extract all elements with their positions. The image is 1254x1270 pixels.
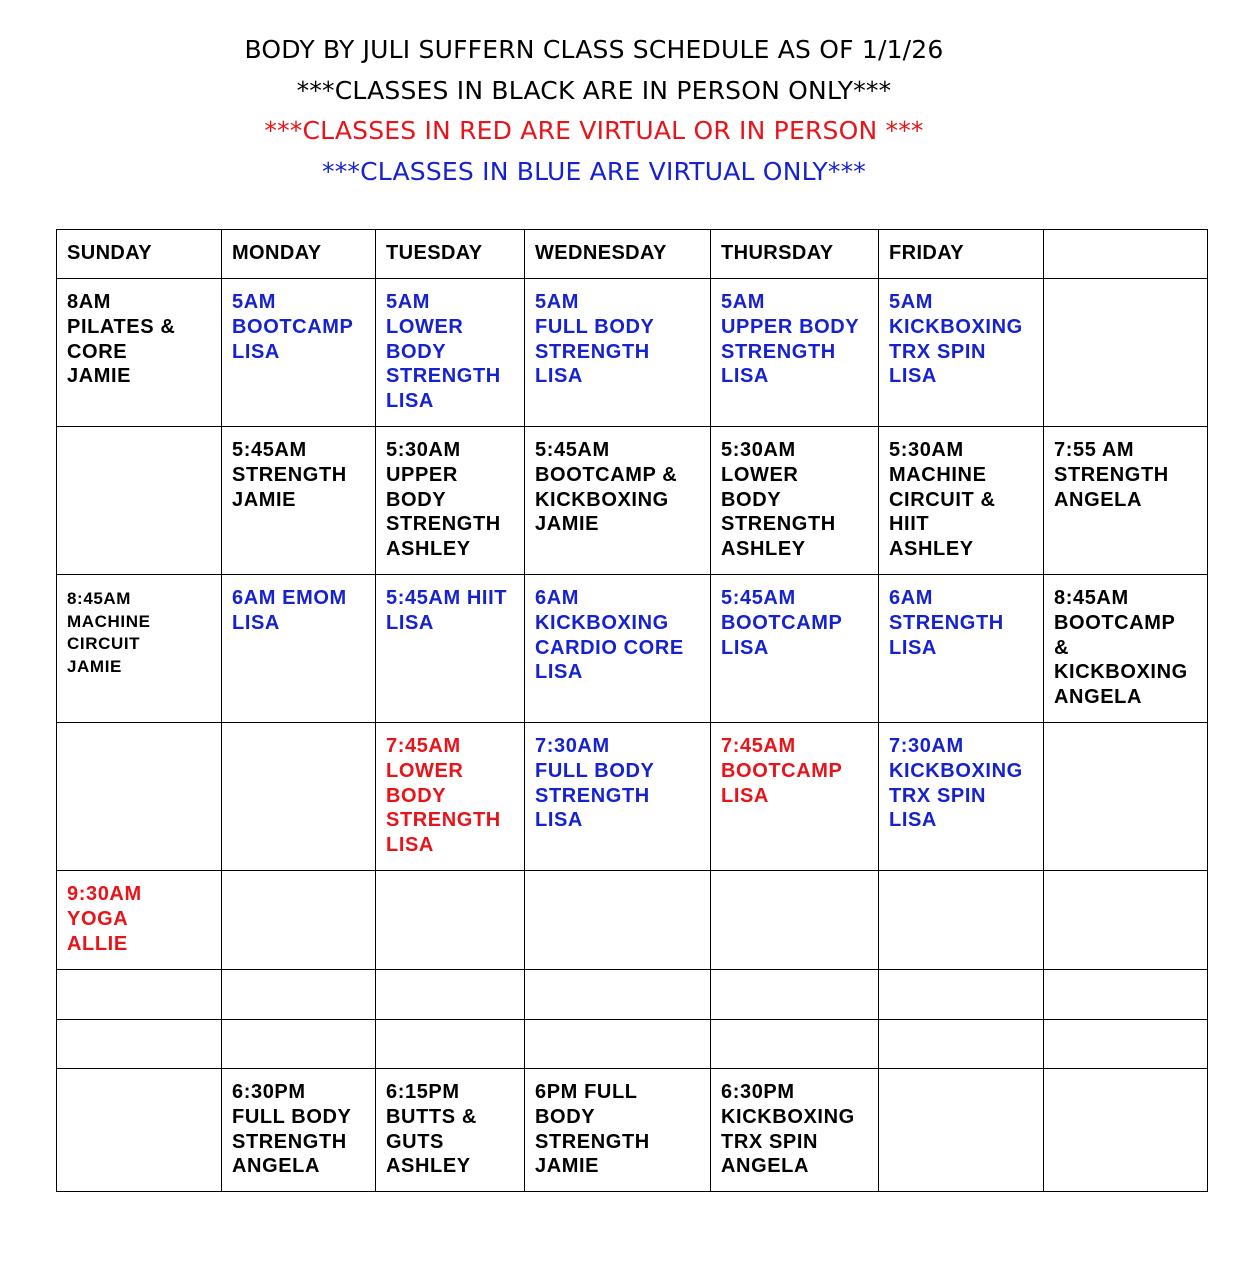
class-entry-line: 7:45AM <box>386 735 461 757</box>
class-entry-line: JAMIE <box>67 656 122 676</box>
class-cell-monday <box>222 279 376 427</box>
class-cell-tuesday <box>376 279 525 427</box>
class-cell-wednesday <box>525 871 711 970</box>
class-entry-line: LISA <box>535 365 583 388</box>
class-entry-line: MACHINE <box>67 611 151 631</box>
class-cell-thursday <box>711 427 879 575</box>
class-entry-line: ANGELA <box>1054 488 1143 511</box>
class-entry <box>879 1069 1043 1080</box>
day-header-thursday <box>711 230 879 279</box>
class-entry-line: LOWER <box>386 759 464 782</box>
day-header-label: WEDNESDAY <box>535 242 667 264</box>
class-entry-line: KICKBOXING <box>889 315 1023 338</box>
class-cell-tuesday <box>376 575 525 723</box>
class-entry <box>57 871 221 956</box>
legend-virtual-only: ***CLASSES IN BLUE ARE VIRTUAL ONLY*** <box>322 156 866 186</box>
class-cell-tuesday <box>376 723 525 871</box>
class-entry <box>376 427 524 562</box>
class-entry-line: 5:30AM <box>889 439 964 461</box>
class-entry-line: BODY <box>721 488 782 511</box>
class-cell-sunday <box>57 1069 222 1192</box>
class-entry <box>711 871 878 882</box>
class-cell-monday <box>222 871 376 970</box>
class-entry-line: BODY <box>535 1105 596 1128</box>
class-entry-line: 5:45AM <box>232 439 307 461</box>
class-cell-monday <box>222 1069 376 1192</box>
class-entry <box>879 427 1043 562</box>
schedule-row <box>57 970 1208 1020</box>
class-cell-extra <box>1044 970 1208 1020</box>
class-entry <box>222 723 375 734</box>
class-entry-line: GUTS <box>386 1130 444 1153</box>
class-cell-extra <box>1044 1020 1208 1069</box>
class-entry <box>376 279 524 414</box>
class-cell-monday <box>222 723 376 871</box>
class-cell-tuesday <box>376 871 525 970</box>
class-cell-thursday <box>711 871 879 970</box>
class-entry <box>711 1069 878 1179</box>
class-entry-line: 5AM <box>889 291 934 313</box>
class-entry-line: CORE <box>67 340 128 363</box>
class-entry-line: LISA <box>721 784 769 807</box>
class-entry-line: 5AM <box>535 291 580 313</box>
class-entry-line: 5:45AM HIIT <box>386 587 508 609</box>
class-entry-line: LISA <box>386 834 434 857</box>
day-header-sunday <box>57 230 222 279</box>
class-entry <box>711 970 878 981</box>
class-entry-line: BUTTS & <box>386 1105 477 1128</box>
class-entry-line: HIIT <box>889 513 930 536</box>
class-cell-friday <box>879 871 1044 970</box>
class-entry <box>57 427 221 438</box>
class-entry <box>376 575 524 636</box>
class-cell-sunday <box>57 575 222 723</box>
class-cell-monday <box>222 575 376 723</box>
class-cell-sunday <box>57 1020 222 1069</box>
class-entry-line: LISA <box>889 809 937 832</box>
class-entry-line: BOOTCAMP <box>721 759 843 782</box>
class-cell-sunday <box>57 427 222 575</box>
day-header-monday <box>222 230 376 279</box>
class-entry <box>222 279 375 364</box>
class-entry <box>57 1069 221 1080</box>
class-cell-extra <box>1044 427 1208 575</box>
class-entry-line: KICKBOXING <box>889 759 1023 782</box>
class-entry <box>222 871 375 882</box>
class-entry-line: LISA <box>721 365 769 388</box>
class-cell-wednesday <box>525 427 711 575</box>
class-cell-extra <box>1044 871 1208 970</box>
class-entry-line: CIRCUIT <box>67 634 141 653</box>
class-entry-line: LISA <box>232 611 280 634</box>
class-entry <box>57 1020 221 1031</box>
class-entry-line: CARDIO CORE <box>535 636 684 659</box>
schedule-header <box>0 30 1188 192</box>
class-entry-line: STRENGTH <box>721 340 836 363</box>
class-entry <box>376 1020 524 1031</box>
class-cell-sunday <box>57 970 222 1020</box>
class-entry-line: KICKBOXING <box>1054 661 1188 684</box>
class-entry-line: 5:45AM <box>721 587 796 609</box>
class-entry-line: 6:30PM <box>721 1081 795 1103</box>
class-entry <box>222 1020 375 1031</box>
class-entry <box>525 1020 710 1031</box>
class-cell-thursday <box>711 1020 879 1069</box>
class-entry-line: 5AM <box>386 291 431 313</box>
class-entry <box>879 871 1043 882</box>
class-entry <box>1044 279 1207 290</box>
class-entry-line: ASHLEY <box>386 1155 471 1178</box>
class-entry-line: 5AM <box>721 291 766 313</box>
class-entry-line: STRENGTH <box>232 463 347 486</box>
class-entry <box>711 279 878 389</box>
schedule-row <box>57 871 1208 970</box>
schedule-row <box>57 427 1208 575</box>
day-header-label: SUNDAY <box>67 242 153 264</box>
schedule-body <box>57 230 1208 1192</box>
class-cell-monday <box>222 1020 376 1069</box>
class-entry-line: PILATES & <box>67 315 176 338</box>
class-entry-line: ASHLEY <box>721 538 806 561</box>
day-header-label <box>1044 230 1207 242</box>
class-entry-line: TRX SPIN <box>889 784 987 807</box>
class-entry-line: 7:30AM <box>889 735 964 757</box>
class-entry-line: STRENGTH <box>232 1130 347 1153</box>
class-entry-line: LISA <box>889 365 937 388</box>
class-entry <box>1044 575 1207 710</box>
page-title: BODY BY JULI SUFFERN CLASS SCHEDULE AS OF 1/1/26 <box>244 35 944 64</box>
class-entry <box>879 970 1043 981</box>
class-entry-line: STRENGTH <box>386 809 501 832</box>
class-cell-sunday <box>57 723 222 871</box>
class-entry-line: JAMIE <box>535 1155 600 1178</box>
class-entry-line: STRENGTH <box>721 513 836 536</box>
class-entry-line: 8:45AM <box>1054 587 1129 609</box>
class-entry <box>525 871 710 882</box>
class-cell-friday <box>879 723 1044 871</box>
schedule-row <box>57 1020 1208 1069</box>
class-entry-line: BODY <box>386 340 447 363</box>
class-entry <box>57 575 221 678</box>
schedule-row <box>57 1069 1208 1192</box>
class-entry-line: KICKBOXING <box>535 611 669 634</box>
class-cell-tuesday <box>376 970 525 1020</box>
class-entry-line: BODY <box>386 784 447 807</box>
class-entry <box>57 279 221 389</box>
legend-virtual-or-in-person: ***CLASSES IN RED ARE VIRTUAL OR IN PERSON *** <box>264 116 924 145</box>
class-entry <box>525 970 710 981</box>
class-cell-monday <box>222 970 376 1020</box>
class-entry <box>1044 723 1207 734</box>
class-cell-wednesday <box>525 1020 711 1069</box>
class-entry <box>1044 1069 1207 1080</box>
class-entry <box>711 575 878 660</box>
class-cell-wednesday <box>525 1069 711 1192</box>
class-entry-line: 5AM <box>232 291 277 313</box>
class-entry <box>1044 970 1207 981</box>
class-cell-wednesday <box>525 723 711 871</box>
class-entry <box>1044 1020 1207 1031</box>
class-entry-line: STRENGTH <box>386 513 501 536</box>
class-entry-line: STRENGTH <box>1054 463 1169 486</box>
class-entry <box>222 970 375 981</box>
class-entry-line: STRENGTH <box>535 340 650 363</box>
legend-in-person: ***CLASSES IN BLACK ARE IN PERSON ONLY*** <box>296 75 892 105</box>
class-entry-line: FULL BODY <box>232 1105 352 1128</box>
class-entry-line: STRENGTH <box>535 1130 650 1153</box>
class-cell-thursday <box>711 575 879 723</box>
class-entry-line: UPPER <box>386 463 458 486</box>
day-header-label: MONDAY <box>232 242 322 264</box>
class-cell-friday <box>879 575 1044 723</box>
class-entry-line: ASHLEY <box>889 538 974 561</box>
class-entry-line: FULL BODY <box>535 315 655 338</box>
class-entry <box>1044 427 1207 512</box>
class-entry-line: UPPER BODY <box>721 315 860 338</box>
class-cell-wednesday <box>525 279 711 427</box>
class-entry <box>222 427 375 512</box>
class-entry <box>879 279 1043 389</box>
class-cell-extra <box>1044 723 1208 871</box>
class-entry <box>879 723 1043 833</box>
class-entry <box>879 575 1043 660</box>
class-cell-tuesday <box>376 1020 525 1069</box>
class-entry-line: 6:30PM <box>232 1081 306 1103</box>
class-entry-line: 5:30AM <box>386 439 461 461</box>
class-entry-line: YOGA <box>67 907 129 930</box>
class-entry-line: ANGELA <box>721 1155 810 1178</box>
class-entry-line: BODY <box>386 488 447 511</box>
class-entry-line: ALLIE <box>67 932 128 955</box>
class-entry-line: TRX SPIN <box>889 340 987 363</box>
class-cell-friday <box>879 427 1044 575</box>
class-entry-line: 8AM <box>67 291 112 313</box>
class-cell-extra <box>1044 279 1208 427</box>
class-entry-line: LISA <box>535 661 583 684</box>
class-entry <box>376 871 524 882</box>
class-entry <box>525 575 710 685</box>
class-entry-line: KICKBOXING <box>721 1105 855 1128</box>
class-entry <box>525 427 710 537</box>
day-header-wednesday <box>525 230 711 279</box>
class-cell-monday <box>222 427 376 575</box>
class-entry-line: STRENGTH <box>889 611 1004 634</box>
class-entry <box>57 970 221 981</box>
class-entry <box>1044 871 1207 882</box>
class-cell-friday <box>879 1020 1044 1069</box>
class-entry-line: 6AM EMOM <box>232 587 347 609</box>
class-cell-thursday <box>711 1069 879 1192</box>
class-entry-line: BOOTCAMP <box>1054 611 1176 634</box>
class-entry <box>879 1020 1043 1031</box>
day-header-extra <box>1044 230 1208 279</box>
class-entry-line: BOOTCAMP <box>721 611 843 634</box>
class-entry-line: BOOTCAMP & <box>535 463 678 486</box>
class-entry <box>222 1069 375 1179</box>
class-entry-line: LOWER <box>386 315 464 338</box>
class-entry <box>525 279 710 389</box>
class-cell-thursday <box>711 279 879 427</box>
class-cell-tuesday <box>376 427 525 575</box>
class-entry-line: JAMIE <box>232 488 297 511</box>
class-cell-wednesday <box>525 970 711 1020</box>
schedule-row <box>57 279 1208 427</box>
class-entry-line: 7:45AM <box>721 735 796 757</box>
class-entry-line: LISA <box>535 809 583 832</box>
class-cell-wednesday <box>525 575 711 723</box>
class-entry <box>376 723 524 858</box>
class-cell-thursday <box>711 970 879 1020</box>
class-entry <box>711 723 878 808</box>
class-entry-line: JAMIE <box>535 513 600 536</box>
class-entry-line: 6AM <box>889 587 934 609</box>
day-header-label: THURSDAY <box>721 242 834 264</box>
class-entry-line: CIRCUIT & <box>889 488 996 511</box>
schedule-row <box>57 723 1208 871</box>
class-entry-line: ASHLEY <box>386 538 471 561</box>
class-entry-line: LOWER <box>721 463 799 486</box>
class-entry <box>711 427 878 562</box>
class-entry <box>376 1069 524 1179</box>
day-header-label: FRIDAY <box>889 242 965 264</box>
class-entry-line: 6PM FULL <box>535 1081 638 1103</box>
class-entry-line: 7:30AM <box>535 735 610 757</box>
class-cell-friday <box>879 279 1044 427</box>
class-entry-line: 9:30AM <box>67 883 142 905</box>
class-entry-line: MACHINE <box>889 463 987 486</box>
class-entry-line: KICKBOXING <box>535 488 669 511</box>
class-entry-line: LISA <box>721 636 769 659</box>
class-entry-line: 8:45AM <box>67 589 132 608</box>
class-entry <box>525 723 710 833</box>
class-cell-thursday <box>711 723 879 871</box>
class-entry-line: JAMIE <box>67 365 132 388</box>
class-cell-extra <box>1044 575 1208 723</box>
class-entry-line: STRENGTH <box>535 784 650 807</box>
schedule-row <box>57 575 1208 723</box>
class-entry-line: FULL BODY <box>535 759 655 782</box>
class-entry-line: LISA <box>386 611 434 634</box>
class-cell-sunday <box>57 279 222 427</box>
class-entry-line: 5:30AM <box>721 439 796 461</box>
day-header-label: TUESDAY <box>386 242 483 264</box>
class-entry-line: 7:55 AM <box>1054 439 1135 461</box>
class-cell-friday <box>879 970 1044 1020</box>
class-entry-line: BOOTCAMP <box>232 315 354 338</box>
class-cell-tuesday <box>376 1069 525 1192</box>
day-header-friday <box>879 230 1044 279</box>
class-schedule-table <box>56 229 1208 1192</box>
class-entry-line: TRX SPIN <box>721 1130 819 1153</box>
class-entry-line: LISA <box>889 636 937 659</box>
class-entry-line: & <box>1054 636 1070 659</box>
class-entry-line: 6:15PM <box>386 1081 460 1103</box>
class-entry-line: 5:45AM <box>535 439 610 461</box>
day-header-row <box>57 230 1208 279</box>
class-entry <box>222 575 375 636</box>
class-entry-line: ANGELA <box>232 1155 321 1178</box>
class-entry <box>525 1069 710 1179</box>
class-cell-friday <box>879 1069 1044 1192</box>
class-entry-line: LISA <box>386 390 434 413</box>
class-entry <box>711 1020 878 1031</box>
class-entry-line: LISA <box>232 340 280 363</box>
class-entry <box>376 970 524 981</box>
day-header-tuesday <box>376 230 525 279</box>
class-entry-line: ANGELA <box>1054 686 1143 709</box>
class-cell-sunday <box>57 871 222 970</box>
class-entry <box>57 723 221 734</box>
class-entry-line: 6AM <box>535 587 580 609</box>
class-cell-extra <box>1044 1069 1208 1192</box>
class-entry-line: STRENGTH <box>386 365 501 388</box>
